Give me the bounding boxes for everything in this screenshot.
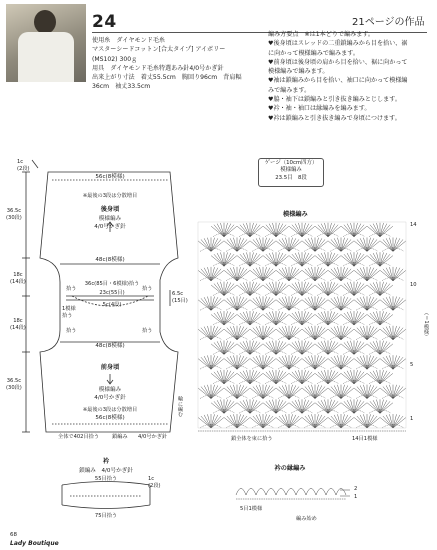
- points-line-8: ♥脇・袖下は鎖編みと引き抜き編みとじします。: [268, 96, 401, 104]
- materials-line-2: マスターシードコットン[合太タイプ] アイボリー: [92, 46, 226, 54]
- dim-right-65: 6.5c (15目): [172, 291, 188, 304]
- points-line-10: ♥衿は鎖編みと引き抜き編みで身頃につけます。: [268, 114, 401, 122]
- points-line-3: に向かって模様編みで編みます。: [268, 49, 359, 57]
- bottom-total: 全体で402目拾う: [58, 434, 100, 440]
- edge-picot: [326, 489, 336, 496]
- dim-left-365-top: 36.5c (30段): [6, 208, 22, 221]
- edge-picot: [236, 489, 246, 496]
- points-line-1: 編み方要点 ※は1本どりで編みます。: [268, 31, 374, 38]
- edge-picot: [306, 489, 316, 496]
- dim-left-18-bot: 18c (14段): [10, 318, 26, 331]
- neck-5c: 5c(4段): [102, 302, 122, 308]
- gauge-line-1: ゲージ（10cm四方）: [264, 160, 318, 166]
- neck-23: 23c(55目): [99, 290, 125, 296]
- front-sub1: 模様編み: [98, 387, 122, 393]
- pick-2: 拾う: [142, 286, 153, 292]
- edge-picot: [266, 489, 276, 496]
- pick-4: 拾う: [142, 328, 153, 334]
- neck-pickup: 36c(85目・6模様)拾う: [84, 281, 140, 287]
- page-number: 68: [10, 532, 17, 538]
- edge-picot: [276, 489, 286, 496]
- note-top: ※最後の3段は分散増目: [82, 193, 138, 199]
- page-reference: 21ページの作品: [352, 17, 425, 28]
- collar-top: 55目拾う: [94, 476, 118, 482]
- dim-left-365-bot: 36.5c (30段): [6, 378, 22, 391]
- side-label: 輪に編む: [177, 396, 183, 417]
- dim-top-left: 1c (2段): [17, 159, 30, 172]
- pick-3: 拾う: [66, 328, 77, 334]
- points-line-2: ♥後身頃はスレッドの二重鎖編みから目を拾い、裾: [268, 40, 408, 48]
- points-line-4: ♥前身頃は後身頃の肩から目を拾い、裾に向かって: [268, 58, 408, 66]
- front-title: 前身頃: [100, 364, 120, 371]
- materials-line-5: 出来上がり寸法 着丈55.5cm 胸回り96cm 背肩幅: [92, 74, 242, 82]
- edge-picot: [256, 489, 266, 496]
- chart-title: 模様編み: [283, 211, 308, 218]
- points-line-6: ♥袖は鎖編みから目を拾い、袖口に向かって模様編: [268, 77, 408, 85]
- edge-left: 5目1模様: [240, 506, 263, 512]
- back-sub1: 模様編み: [98, 216, 122, 222]
- collar-right: 1c (2段): [148, 476, 161, 489]
- dim-left-18-top: 18c (14段): [10, 272, 26, 285]
- brand-logo: Lady Boutique: [10, 540, 59, 547]
- materials-line-4: 用具 ダイヤモンド毛糸特選あみ針4/0号かぎ針: [92, 64, 224, 72]
- materials-line-3: (MS102) 300ｇ: [92, 55, 138, 63]
- dim-width-56-top: 56c(8模様): [95, 174, 125, 180]
- edge-picot: [316, 489, 326, 496]
- pick-1: 拾う: [66, 286, 77, 292]
- materials-line-1: 使用糸 ダイヤモンド毛糸: [92, 37, 166, 44]
- chart-row-5: 5: [410, 362, 414, 368]
- edge-row-2: 2: [354, 486, 358, 492]
- edge-row-1: 1: [354, 494, 358, 500]
- dim-width-48-bot: 48c(8模様): [95, 343, 125, 349]
- edge-bottom: 編み始め: [296, 516, 317, 522]
- points-line-5: 模様編みで編みます。: [268, 68, 329, 76]
- chart-row-1: 1: [410, 416, 414, 422]
- points-line-9: ♥衿・袖・袖口は縁編みを編みます。: [268, 105, 371, 113]
- chart-row-14: 14: [410, 222, 417, 228]
- points-line-7: みで編みます。: [268, 86, 311, 94]
- pattern-number: 24: [92, 12, 117, 32]
- edge-picot: [296, 489, 306, 496]
- collar-sub: 鎖編み 4/0号かぎ針: [79, 468, 133, 474]
- dim-width-48-top: 48c(8模様): [95, 257, 125, 263]
- chart-row-10: 10: [410, 282, 417, 288]
- back-sub2: 4/0号かぎ針: [94, 224, 126, 230]
- note-bot: ※最後の3段は分散増目: [82, 407, 138, 413]
- edge-picot: [336, 489, 346, 496]
- materials-line-6: 36cm 袖丈33.5cm: [92, 83, 151, 91]
- bottom-chain: 鎖編み: [112, 434, 128, 440]
- edge-picot: [286, 489, 296, 496]
- gauge-line-2: 模様編み: [280, 167, 302, 174]
- edge-picot: [246, 489, 256, 496]
- chart-bottom-right: 14目1模様: [352, 436, 378, 442]
- chart-side-note: （＝1模様）: [423, 310, 429, 340]
- dim-width-56-bot: 56c(8模様): [95, 415, 125, 421]
- bottom-hook: 4/0号かぎ針: [138, 434, 168, 440]
- collar-title: 衿: [102, 458, 110, 465]
- gauge-line-3: 23.5目 8段: [275, 174, 307, 181]
- edge-title: 衿の縁編み: [274, 465, 306, 472]
- back-title: 後身頃: [100, 206, 120, 213]
- edge-stitches: [236, 489, 350, 500]
- collar-bottom: 75目拾う: [94, 513, 118, 519]
- chart-bottom-left: 鎖全体を束に拾う: [231, 436, 273, 442]
- front-pick-label: 1模様 拾う: [62, 306, 76, 319]
- front-sub2: 4/0号かぎ針: [94, 395, 126, 401]
